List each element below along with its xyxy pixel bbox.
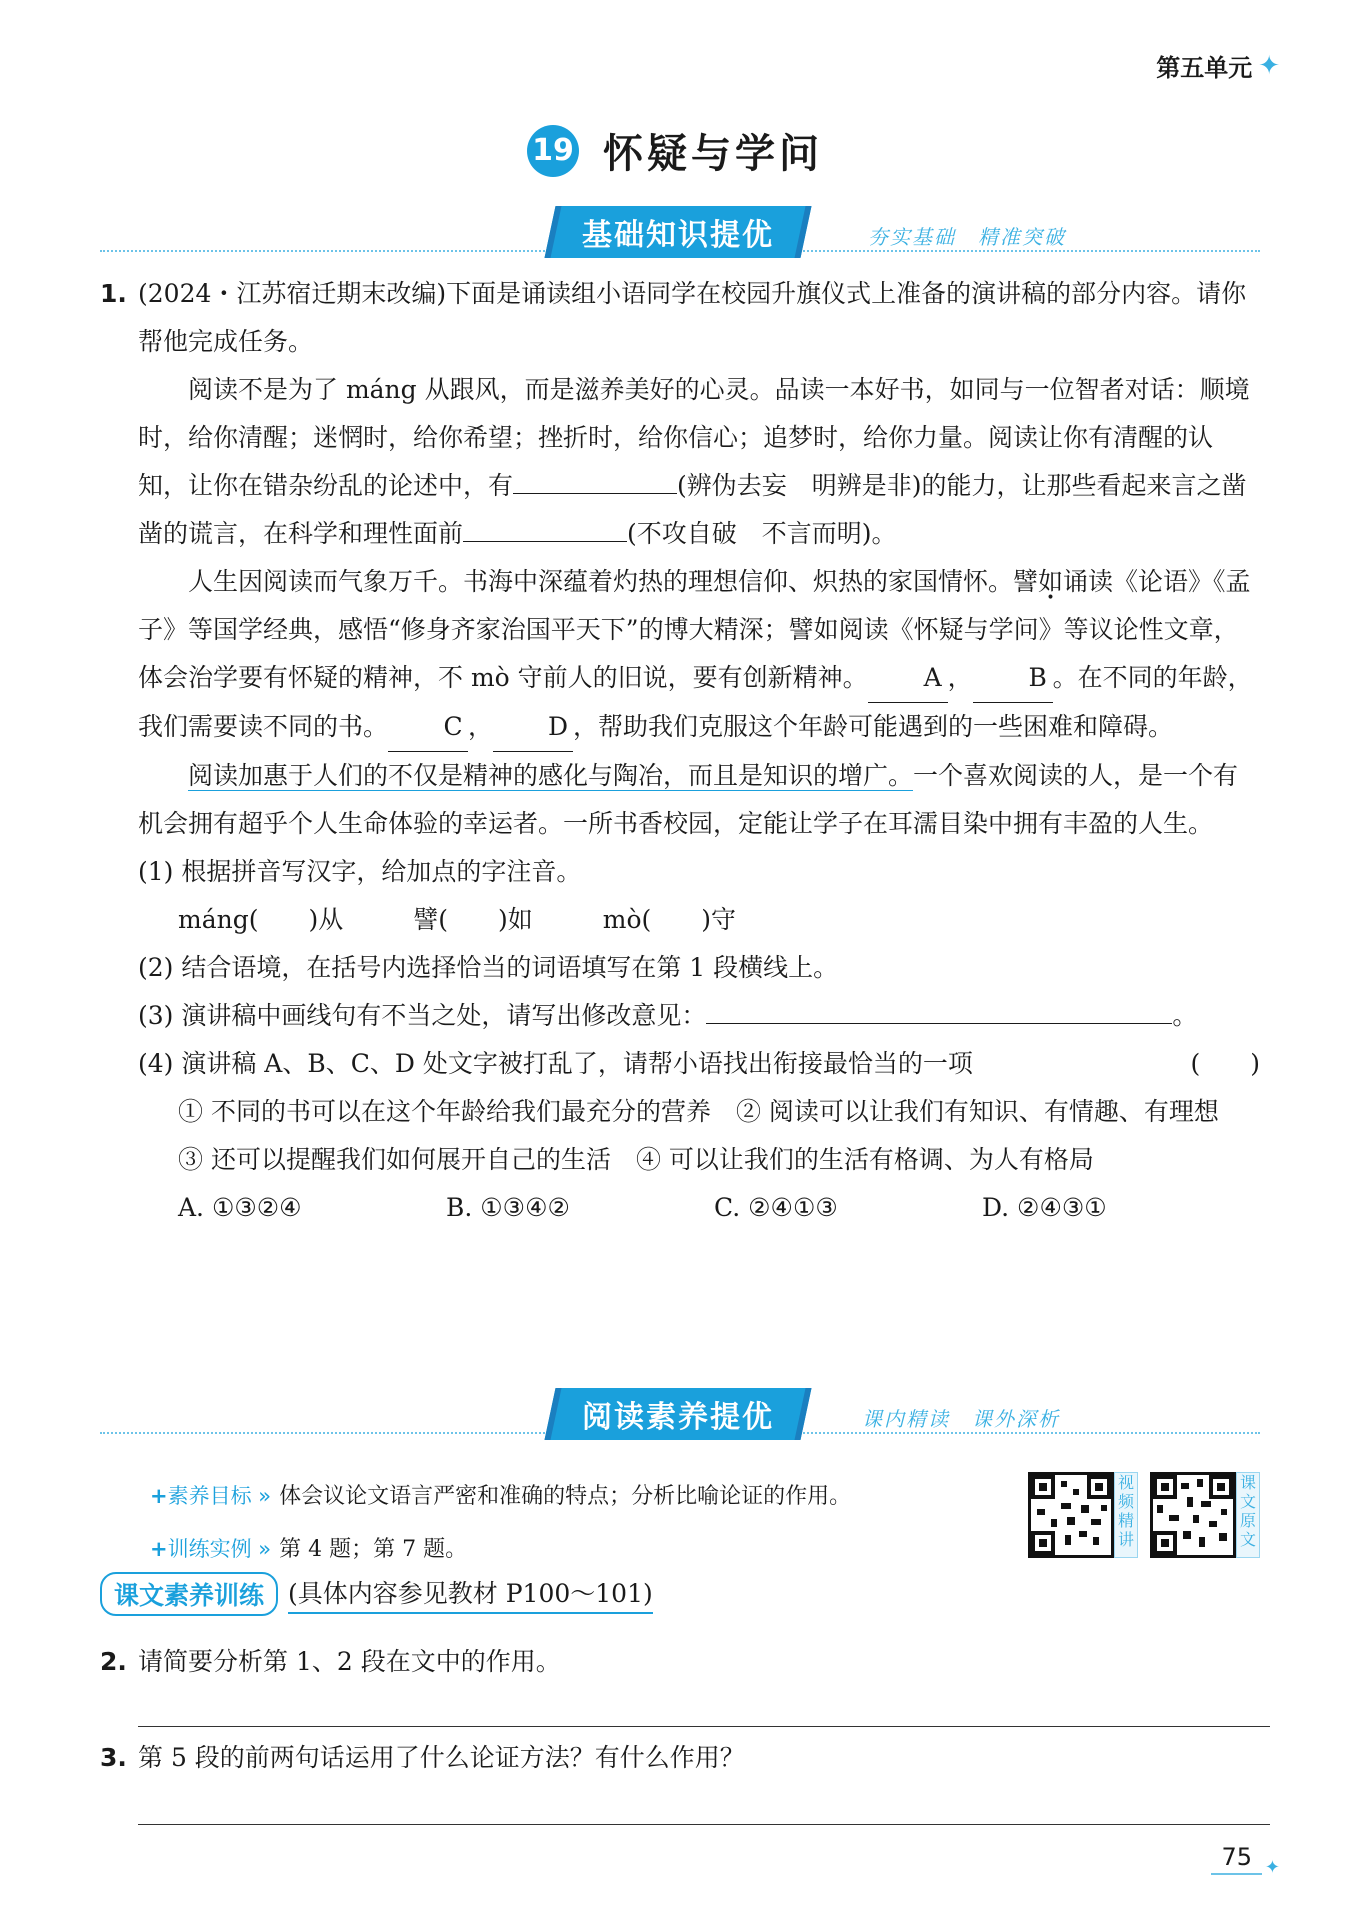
example-row (150, 1523, 1030, 1576)
literacy-goals (150, 1470, 1030, 1576)
question-1 (100, 270, 1260, 1232)
sub-question-2: (2) 结合语境，在括号内选择恰当的词语填写在第 1 段横线上。 (138, 953, 839, 982)
sparkle-icon: ✦ (1264, 1857, 1280, 1878)
answer-blank[interactable] (706, 1023, 1172, 1024)
text-training-tag: 课文素养训练 (100, 1572, 278, 1616)
sparkle-icon: ✦ (1258, 50, 1280, 81)
text-training-header (100, 1572, 653, 1616)
qr-caption: 视频精讲 (1114, 1472, 1138, 1558)
lesson-title (0, 122, 1350, 179)
underlined-sentence: 阅读加惠于人们的不仅是精神的感化与陶冶，而且是知识的增广。 (188, 761, 914, 790)
blank-c[interactable]: C (388, 703, 468, 752)
section-banner-label: 基础知识提优 (544, 206, 811, 258)
goal-row (150, 1470, 1030, 1523)
blank-a[interactable]: A (868, 654, 948, 703)
lesson-number-badge: 19 (527, 125, 579, 177)
choice-c[interactable]: C. ②④①③ (714, 1193, 838, 1222)
qr-video[interactable] (1028, 1472, 1138, 1558)
sub-question-3: (3) 演讲稿中画线句有不当之处，请写出修改意见： 。 (138, 1001, 1198, 1030)
answer-blank[interactable] (513, 493, 677, 494)
page-number: 75 ✦ (1211, 1843, 1262, 1875)
passage-paragraph-3: 阅读加惠于人们的不仅是精神的感化与陶冶，而且是知识的增广。一个喜欢阅读的人，是一个有机会拥有超乎个人生命体验的幸运者。一所书香校园，定能让学子在耳濡目染中拥有丰盈的人生。 (138, 761, 1239, 838)
answer-line[interactable] (138, 1824, 1270, 1825)
blank-d[interactable]: D (493, 703, 573, 752)
section-slogan: 夯实基础 精准突破 (868, 225, 1066, 249)
question-intro: (2024・江苏宿迁期末改编)下面是诵读组小语同学在校园升旗仪式上准备的演讲稿的部分内容。请你帮他完成任务。 (138, 279, 1247, 356)
question-3 (100, 1734, 1260, 1782)
section-banner-label: 阅读素养提优 (544, 1388, 811, 1440)
choice-b[interactable]: B. ①③④② (446, 1193, 570, 1222)
choice-d[interactable]: D. ②④③① (982, 1193, 1107, 1222)
passage-paragraph-1: 阅读不是为了 máng 从跟风，而是滋养美好的心灵。品读一本好书，如同与一位智者对话：顺境时，给你清醒；迷惘时，给你希望；挫折时，给你信心；追梦时，给你力量。阅读让你有清醒的认知，让你在错杂纷乱的论述中，有 (辨伪去妄 明辨是非)的能力，让那些看起来言之凿凿的谎言，在科学和理性面前 (不攻自破 不言而明)。 (138, 375, 1250, 548)
goal-tag: +素养目标 » (150, 1484, 272, 1508)
section-banner-basic (100, 204, 1260, 260)
qr-code-icon (1028, 1472, 1114, 1558)
lesson-name: 怀疑与学问 (603, 131, 823, 177)
question-number: 3. (100, 1743, 127, 1772)
pinyin-item[interactable]: mò( )守 (602, 905, 737, 934)
qr-text[interactable] (1150, 1472, 1260, 1558)
question-number: 2. (100, 1647, 127, 1676)
qr-code-icon (1150, 1472, 1236, 1558)
pinyin-items (138, 896, 1260, 944)
dotted-character: 譬 (1013, 567, 1039, 596)
unit-text: 第五单元 (1156, 54, 1253, 82)
blank-b[interactable]: B (973, 654, 1053, 703)
qr-caption: 课文原文 (1236, 1472, 1260, 1558)
answer-line[interactable] (138, 1726, 1270, 1727)
text-training-note: (具体内容参见教材 P100～101) (288, 1574, 653, 1614)
example-tag: +训练实例 » (150, 1537, 272, 1561)
answer-paren[interactable]: ( ) (1190, 1049, 1260, 1078)
goal-text: 体会议论文语言严密和准确的特点；分析比喻论证的作用。 (279, 1484, 852, 1509)
question-2 (100, 1638, 1260, 1686)
question-text: 请简要分析第 1、2 段在文中的作用。 (138, 1647, 561, 1676)
answer-blank[interactable] (463, 541, 627, 542)
pinyin-item[interactable]: 譬( )如 (413, 905, 533, 934)
question-text: 第 5 段的前两句话运用了什么论证方法？有什么作用？ (138, 1743, 745, 1772)
section-banner-reading (100, 1386, 1260, 1442)
choice-list (138, 1184, 1260, 1232)
unit-label (1156, 48, 1280, 83)
speech-passage (100, 366, 1260, 1232)
sub-question-4-options: ① 不同的书可以在这个年龄给我们最充分的营养 ② 阅读可以让我们有知识、有情趣、有理想 ③ 还可以提醒我们如何展开自己的生活 ④ 可以让我们的生活有格调、为人有格局 (178, 1097, 1244, 1174)
question-number: 1. (100, 279, 127, 308)
passage-paragraph-2: 人生因阅读而气象万千。书海中深蕴着灼热的理想信仰、炽热的家国情怀。譬如诵读《论语》《孟子》等国学经典，感悟“修身齐家治国平天下”的博大精深；譬如阅读《怀疑与学问》等议论性文章，体会治学要有怀疑的精神，不 mò 守前人的旧说，要有创新精神。 A ， B 。在不同的年龄，我们需要读不同的书。 C ， D ，帮助我们克服这个年龄可能遇到的一些困难和障碍。 (138, 558, 1260, 752)
sub-question-4: (4) 演讲稿 A、B、C、D 处文字被打乱了，请帮小语找出衔接最恰当的一项 ( ) (138, 1040, 1260, 1088)
section-slogan: 课内精读 课外深析 (862, 1407, 1060, 1431)
sub-question-1: (1) 根据拼音写汉字，给加点的字注音。 (138, 857, 582, 886)
example-text: 第 4 题；第 7 题。 (279, 1537, 468, 1562)
pinyin-item[interactable]: máng( )从 (178, 905, 344, 934)
choice-a[interactable]: A. ①③②④ (178, 1193, 302, 1222)
